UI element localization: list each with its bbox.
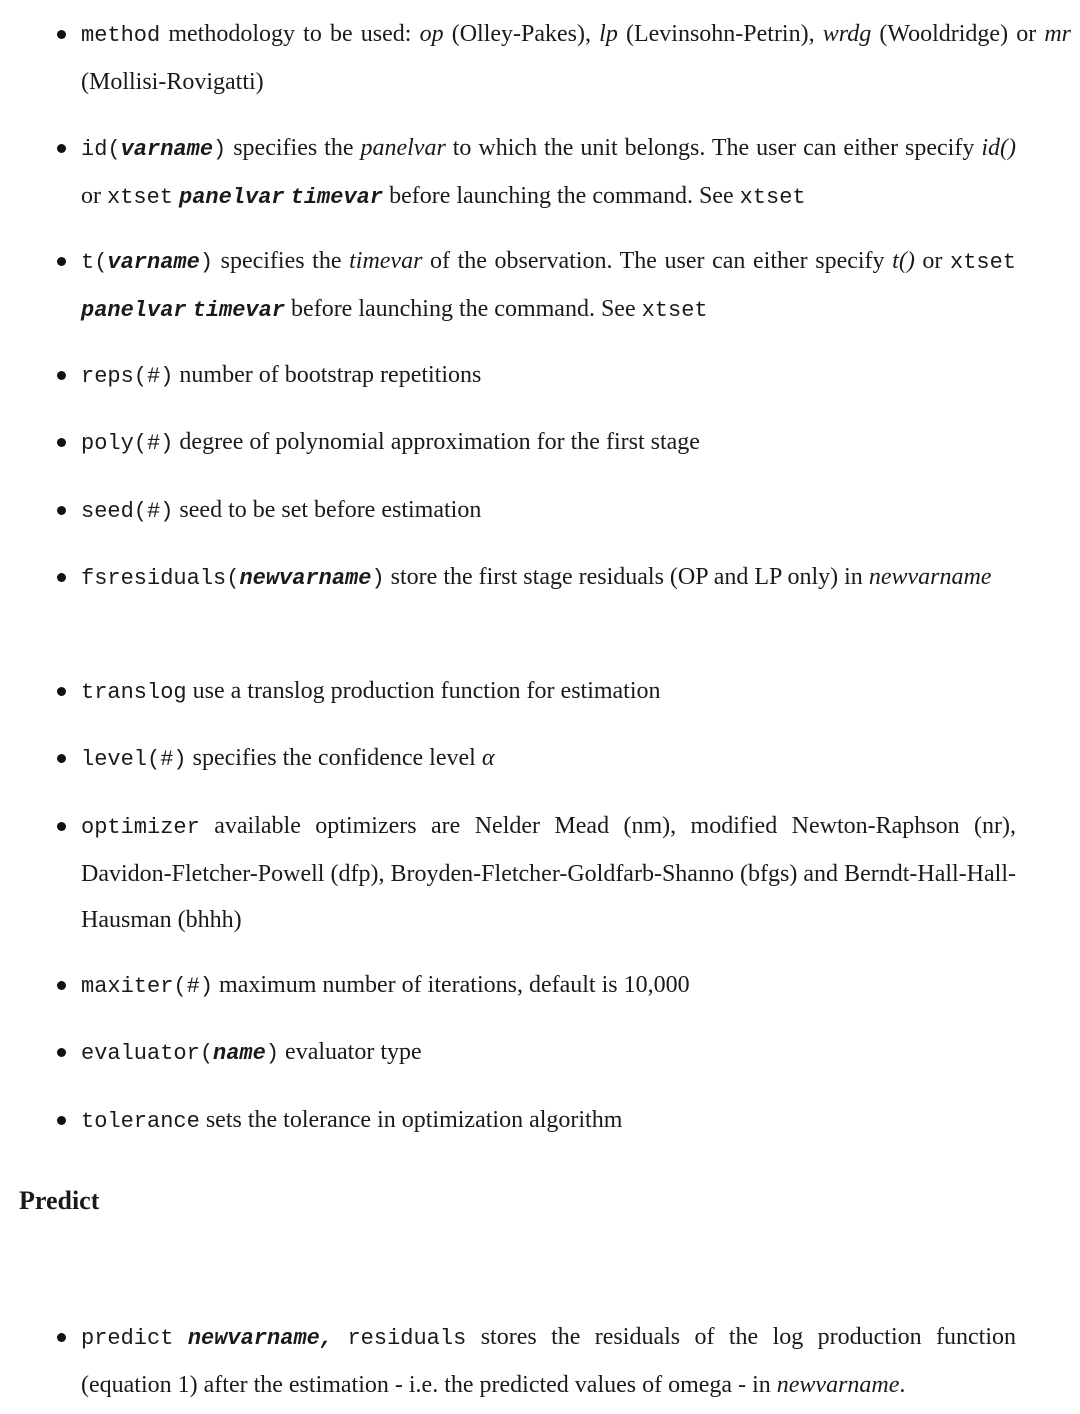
option-id: id(varname) specifies the panelvar to which the unit belongs. The user can either specify id() or xtset panelvar timevar before launching the command. See xtset	[81, 125, 1016, 221]
option-optimizer: optimizer available optimizers are Nelder Mead (nm), modified Newton-Raphson (nr), Davidon-Fletcher-Powell (dfp), Broyden-Fletcher-Goldfarb-Shanno (bfgs) and Berndt-Hall-Hall-Hausman (bhhh)	[81, 803, 1016, 943]
option-key: poly(#)	[81, 431, 174, 456]
option-key: id(	[81, 137, 121, 162]
option-key: reps(#)	[81, 364, 174, 389]
option-evaluator: evaluator(name) evaluator type	[81, 1029, 1016, 1077]
option-key: translog	[81, 680, 187, 705]
option-translog: translog use a translog production function for estimation	[81, 668, 1016, 716]
option-key: evaluator(	[81, 1041, 214, 1066]
alpha-symbol: α	[481, 745, 495, 771]
option-key: level(#)	[81, 747, 187, 772]
option-reps: reps(#) number of bootstrap repetitions	[81, 352, 1016, 400]
option-level: level(#) specifies the confidence level α	[81, 735, 1016, 783]
option-key: seed(#)	[81, 499, 174, 524]
option-seed: seed(#) seed to be set before estimation	[81, 487, 1016, 535]
option-poly: poly(#) degree of polynomial approximation for the first stage	[81, 419, 1016, 467]
option-key: predict	[81, 1326, 174, 1351]
option-tolerance: tolerance sets the tolerance in optimization algorithm	[81, 1097, 1016, 1145]
option-key: t(	[81, 250, 108, 275]
option-key: tolerance	[81, 1109, 200, 1134]
section-title-predict: Predict	[19, 1186, 100, 1215]
option-key: fsresiduals(	[81, 566, 240, 591]
option-t: t(varname) specifies the timevar of the observation. The user can either specify t() or xtset panelvar timevar before launching the command. See xtset	[81, 238, 1016, 334]
option-key: maxiter(#)	[81, 974, 214, 999]
option-maxiter: maxiter(#) maximum number of iterations, default is 10,000	[81, 962, 1016, 1010]
option-key: method	[81, 23, 161, 48]
option-key: optimizer	[81, 815, 200, 840]
option-predict: predict newvarname, residuals stores the residuals of the log production function (equation 1) after the estimation - i.e. the predicted values of omega - in newvarname.	[81, 1314, 1016, 1408]
option-method: method methodology to be used: op (Olley-Pakes), lp (Levinsohn-Petrin), wrdg (Wooldridge) or mr (Mollisi-Rovigatti)	[81, 11, 1071, 105]
option-fsresiduals: fsresiduals(newvarname) store the first stage residuals (OP and LP only) in newvarname	[81, 554, 1016, 602]
